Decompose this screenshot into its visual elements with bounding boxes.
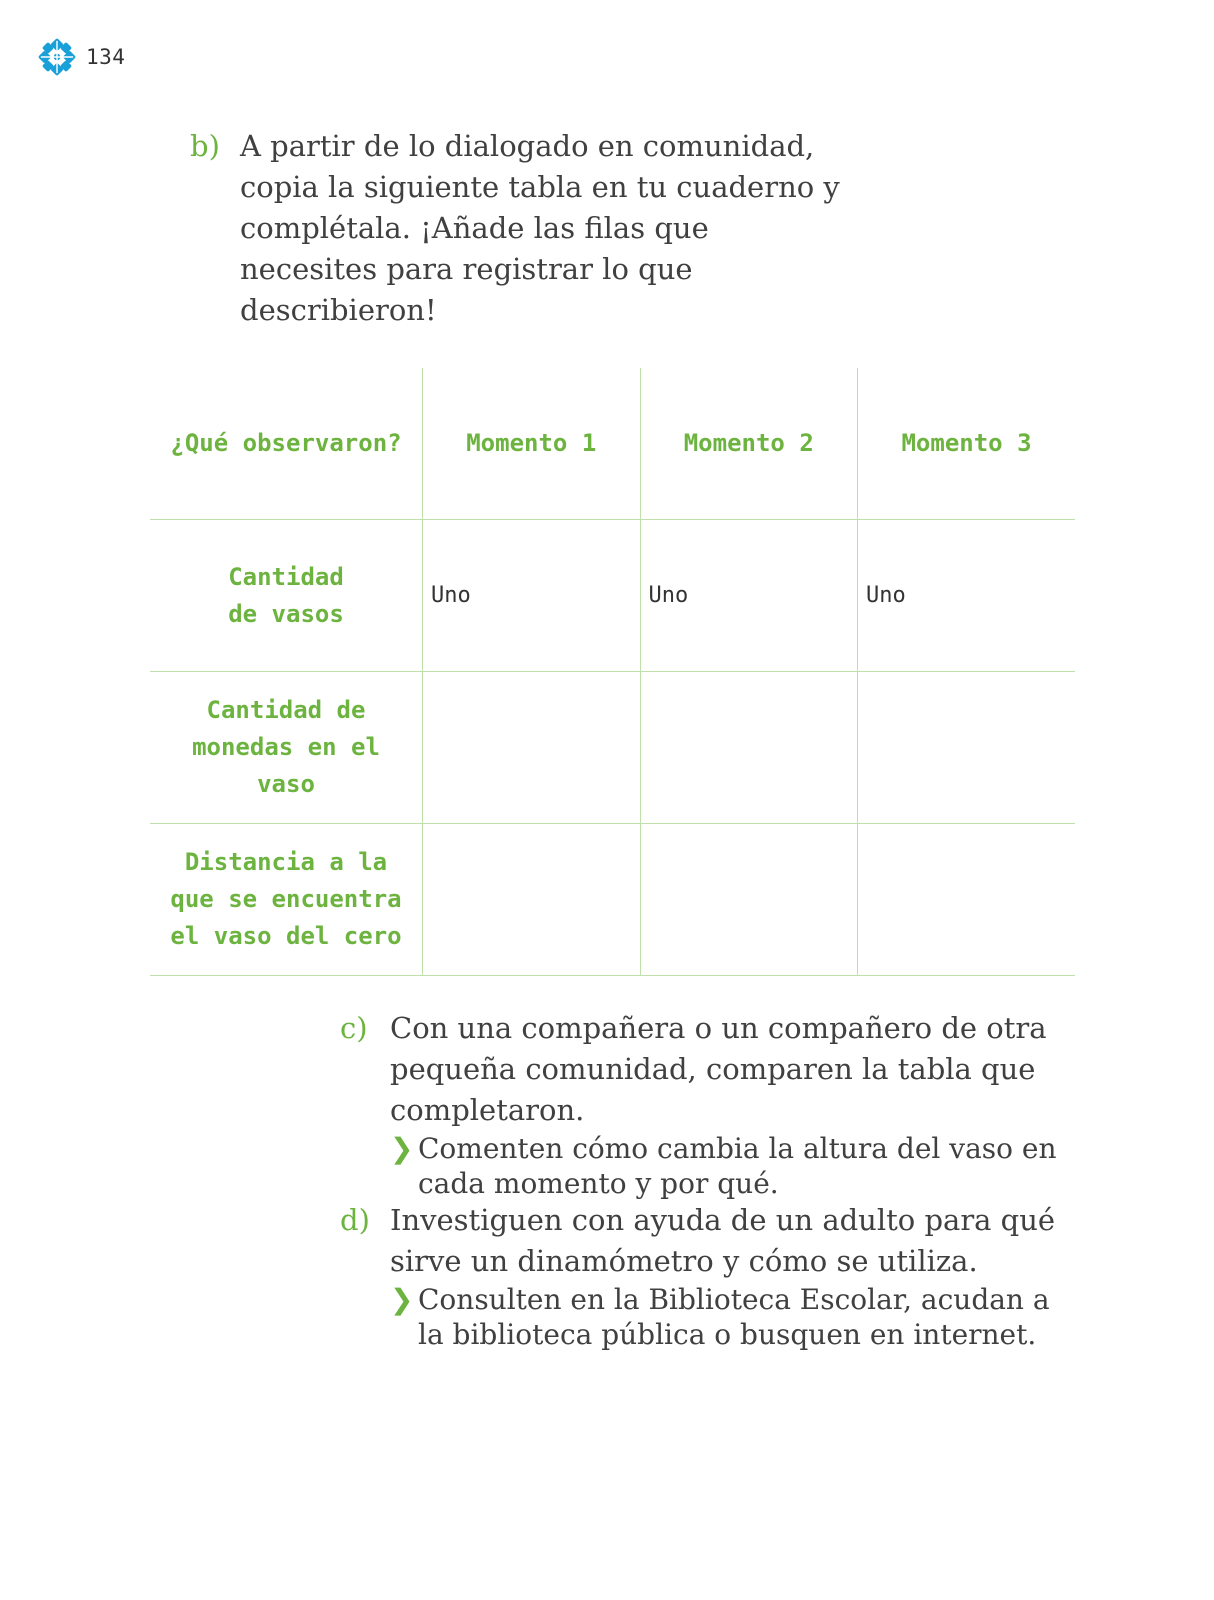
item-c-text: Con una compañera o un compañero de otra pequeña comunidad, comparen la tabla que completaron.: [390, 1011, 1047, 1127]
item-b-text: A partir de lo dialogado en comunidad, copia la siguiente tabla en tu cuaderno y complétala. ¡Añade las filas que necesites para registrar lo que describieron!: [240, 129, 840, 327]
table-header-row: [150, 368, 1075, 520]
table-row: [150, 520, 1075, 672]
header-cell-moment-2: Momento 2: [640, 368, 858, 520]
chevron-bullet-icon: ❯: [390, 1283, 414, 1316]
header-cell-moment-1: Momento 1: [423, 368, 641, 520]
table-cell: [640, 672, 858, 824]
table-cell: [858, 824, 1076, 976]
table-row: [150, 824, 1075, 976]
item-d: [340, 1200, 1080, 1352]
table-row: [150, 672, 1075, 824]
row-label: [150, 520, 423, 672]
row-label-text: Cantidad de vasos: [228, 562, 344, 628]
item-c: [340, 1008, 1080, 1201]
item-b: [190, 126, 840, 331]
row-label: [150, 824, 423, 976]
item-c-bullet: [390, 1131, 1080, 1201]
table-cell: [858, 672, 1076, 824]
row-label-text: Distancia a la que se encuentra el vaso del cero: [170, 848, 402, 950]
header-cell-moment-3: Momento 3: [858, 368, 1076, 520]
header-cell-observed: ¿Qué observaron?: [150, 368, 423, 520]
item-c-bullet-text: Comenten cómo cambia la altura del vaso en cada momento y por qué.: [418, 1132, 1057, 1200]
table-cell: Uno: [640, 520, 858, 672]
table-cell: [423, 672, 641, 824]
table-cell: [640, 824, 858, 976]
row-label-text: Cantidad de monedas en el vaso: [192, 696, 380, 798]
table-cell: [423, 824, 641, 976]
chevron-bullet-icon: ❯: [390, 1132, 414, 1165]
item-c-letter: c): [340, 1011, 368, 1045]
page-header: [38, 38, 125, 76]
page-number: 134: [86, 45, 126, 69]
item-d-letter: d): [340, 1203, 370, 1237]
row-label: [150, 672, 423, 824]
item-b-letter: b): [190, 129, 220, 163]
flower-ornament-icon: [38, 38, 76, 76]
observation-table: [150, 368, 1075, 976]
table-cell: Uno: [858, 520, 1076, 672]
item-d-bullet-text: Consulten en la Biblioteca Escolar, acudan a la biblioteca pública o busquen en internet.: [418, 1283, 1050, 1351]
item-d-text: Investiguen con ayuda de un adulto para qué sirve un dinamómetro y cómo se utiliza.: [390, 1203, 1056, 1278]
table-cell: Uno: [423, 520, 641, 672]
item-d-bullet: [390, 1282, 1080, 1352]
